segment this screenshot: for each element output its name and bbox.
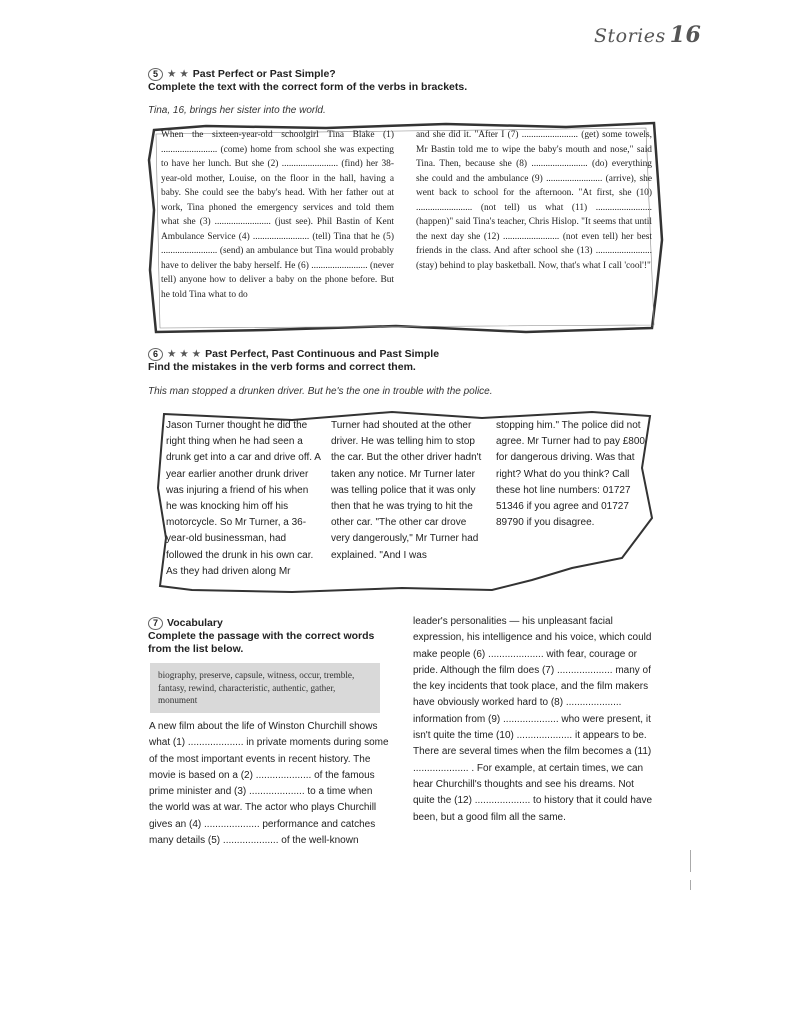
exercise-6-heading [148, 348, 439, 374]
exercise-5-instruction: Complete the text with the correct form of the verbs in brackets. [148, 81, 468, 93]
exercise-5-subtitle: Tina, 16, brings her sister into the world. [148, 105, 326, 116]
scan-mark [690, 850, 691, 872]
difficulty-stars: ★ ★ [167, 68, 189, 80]
exercise-7-title: Vocabulary [167, 617, 223, 629]
unit-label: Stories [594, 25, 666, 47]
scan-mark [690, 880, 691, 890]
exercise-6-instruction: Find the mistakes in the verb forms and correct them. [148, 361, 416, 373]
exercise-5-text-frame [146, 120, 666, 336]
word-list-box: biography, preserve, capsule, witness, occur, tremble, fantasy, rewind, characteristic, authentic, gather, monument [150, 663, 380, 713]
difficulty-stars: ★ ★ ★ [167, 348, 202, 360]
exercise-6-column-3: stopping him." The police did not agree. Mr Turner had to pay £800 for dangerous driving. Was that right? What do you think? Call these hot line numbers: 01727 51346 if you agree and 01727 89790 if you disagree. [496, 420, 645, 529]
exercise-5-column-2: and she did it. "After I (7) ........................ (get) some towels, Mr Bastin told me to wipe the baby's mouth and nose," said Tina. Then, because she (8) ........................ (do) everything she could and the ambulance (9) ........................ (arrive), she went back to school for the afternoon. "At first, she (10) ........................ (not tell) us what (11) ........................ (happen)" said Tina's teacher, Chris Hislop. "It seems that until the next day she (12) ........................ (not even tell) her best friends in the class. And after school she (13) ........................ (stay) behind to play basketball. Now, that's what I call 'cool'!" [416, 130, 652, 271]
unit-number: 16 [669, 22, 702, 48]
exercise-7-column-2: leader's personalities — his unpleasant facial expression, his intelligence and his voice, which could make people (6) .................... with fear, courage or pride. Although the film does (7) .................... many of the key incidents that took place, and the film makers have obviously worked hard to (8) .................... information from (9) .................... who were present, it isn't quite the time (10) .................... it appears to be. There are several times when the film becomes a (11) .................... . For example, at certain times, we can hear Churchill's thoughts and see his dreams. Not quite the (12) .................... to history that it could have been, but a good film all the same. [413, 616, 653, 823]
exercise-5-title: Past Perfect or Past Simple? [192, 68, 336, 80]
exercise-5-heading [148, 68, 467, 94]
exercise-7-instruction: Complete the passage with the correct words from the list below. [148, 630, 375, 655]
exercise-7-column-1: A new film about the life of Winston Churchill shows what (1) .................... in private moments during some of the most important events in recent history. The movie is based on a (2) .................... of the famous prime minister and (3) .................... to a time when the world was at war. The actor who plays Churchill gives an (4) .................... performance and catches many details (5) .................... of the well-known [149, 721, 389, 847]
exercise-6-subtitle: This man stopped a drunken driver. But he's the one in trouble with the police. [148, 386, 493, 397]
exercise-7-number: 7 [148, 617, 163, 630]
exercise-6-text-frame [152, 408, 662, 598]
exercise-6-column-2: Turner had shouted at the other driver. He was telling him to stop the car. But the other driver hadn't taken any notice. Mr Turner later was telling police that it was only then that he was trying to hit the other car. "The other car drove very dangerously," Mr Turner had explained. "And I was [331, 420, 482, 561]
exercise-6-title: Past Perfect, Past Continuous and Past Simple [205, 348, 440, 360]
unit-header [594, 22, 701, 48]
exercise-5-number: 5 [148, 68, 163, 81]
exercise-7-heading [148, 617, 383, 656]
exercise-6-column-1: Jason Turner thought he did the right thing when he had seen a drunk get into a car and drive off. A year earlier another drunk driver was injuring a friend of his when he was knocking him off his motorcycle. So Mr Turner, a 36-year-old businessman, had followed the drunk in his own car. As they had driven along Mr [166, 420, 321, 577]
exercise-6-number: 6 [148, 348, 163, 361]
exercise-5-column-1: When the sixteen-year-old schoolgirl Tina Blake (1) ........................ (come) home from school she was expecting to have her lunch. But she (2) ........................ (find) her 38-year-old mother, Louise, on the floor in the hall, having a baby. She could see the baby's head. With her father out at work, Tina phoned the emergency services and told them what she (3) ........................ (just see). Phil Bastin of Kent Ambulance Service (4) ........................ (tell) Tina that he (5) ........................ (send) an ambulance but Tina would probably have to deliver the baby herself. He (6) ........................ (never tell) anyone how to deliver a baby on the phone before. But he told Tina what to do [161, 130, 394, 300]
